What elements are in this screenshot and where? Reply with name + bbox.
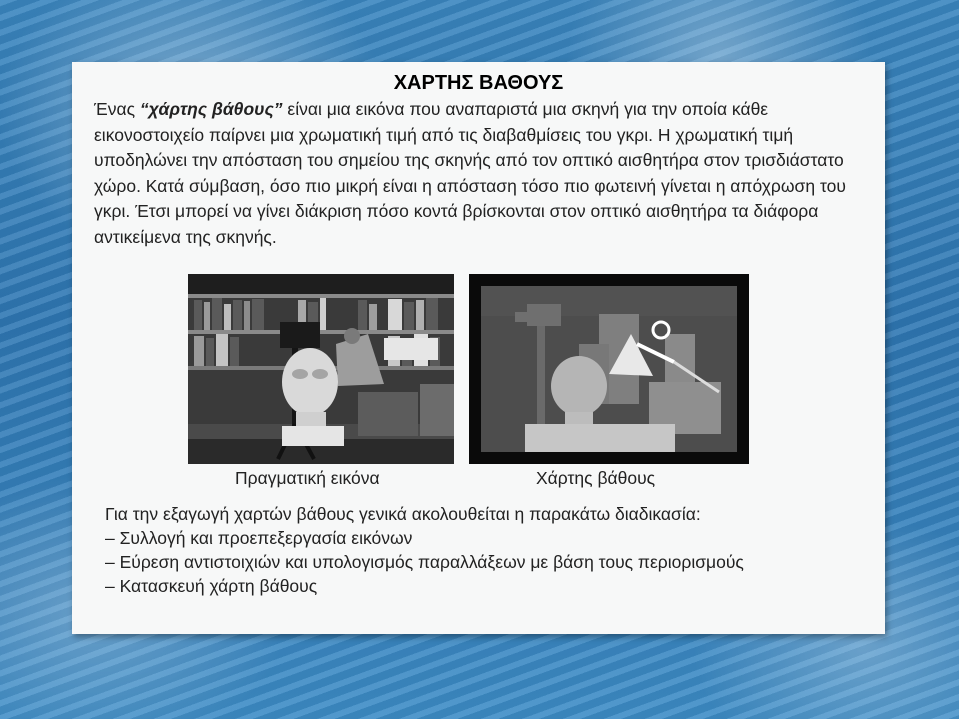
intro-rest: είναι μια εικόνα που αναπαριστά μια σκηνή για την οποία κάθε εικονοστοιχείο παίρνει μια χρωματική τιμή από τις διαβαθμίσεις του γκρι. Η χρωματική τιμή υποδηλώνει την απόσταση του σημείου της σκηνής από τον οπτικό αισθητήρα στον τρισδιάστατο χώρο. Κατά σύμβαση, όσο πιο μικρή είναι η απόσταση τόσο πιο φωτεινή γίνεται η απόχρωση του γκρι. Έτσι μπορεί να γίνει διάκριση πόσο κοντά βρίσκονται στον οπτικό αισθητήρα τα διάφορα αντικείμενα της σκηνής. bbox=[94, 99, 846, 247]
intro-lead: Ένας bbox=[94, 99, 140, 119]
procedure-step: – Εύρεση αντιστοιχιών και υπολογισμός παραλλάξεων με βάση τους περιορισμούς bbox=[105, 552, 744, 572]
intro-term: “χάρτης βάθους” bbox=[139, 99, 283, 119]
depth-map-image bbox=[469, 274, 749, 464]
procedure-step: – Κατασκευή χάρτη βάθους bbox=[105, 576, 318, 596]
depth-map-picture bbox=[469, 274, 749, 464]
real-image-caption: Πραγματική εικόνα bbox=[235, 468, 380, 488]
real-image bbox=[188, 274, 454, 464]
real-image-picture bbox=[188, 274, 454, 464]
procedure-step: – Συλλογή και προεπεξεργασία εικόνων bbox=[105, 528, 413, 548]
intro-paragraph bbox=[94, 97, 864, 250]
depth-map-caption: Χάρτης βάθους bbox=[536, 468, 656, 488]
slide-panel bbox=[72, 62, 885, 634]
procedure-section bbox=[105, 502, 875, 598]
slide-title: ΧΑΡΤΗΣ ΒΑΘΟΥΣ bbox=[393, 72, 564, 94]
procedure-intro: Για την εξαγωγή χαρτών βάθους γενικά ακολουθείται η παρακάτω διαδικασία: bbox=[105, 504, 701, 524]
